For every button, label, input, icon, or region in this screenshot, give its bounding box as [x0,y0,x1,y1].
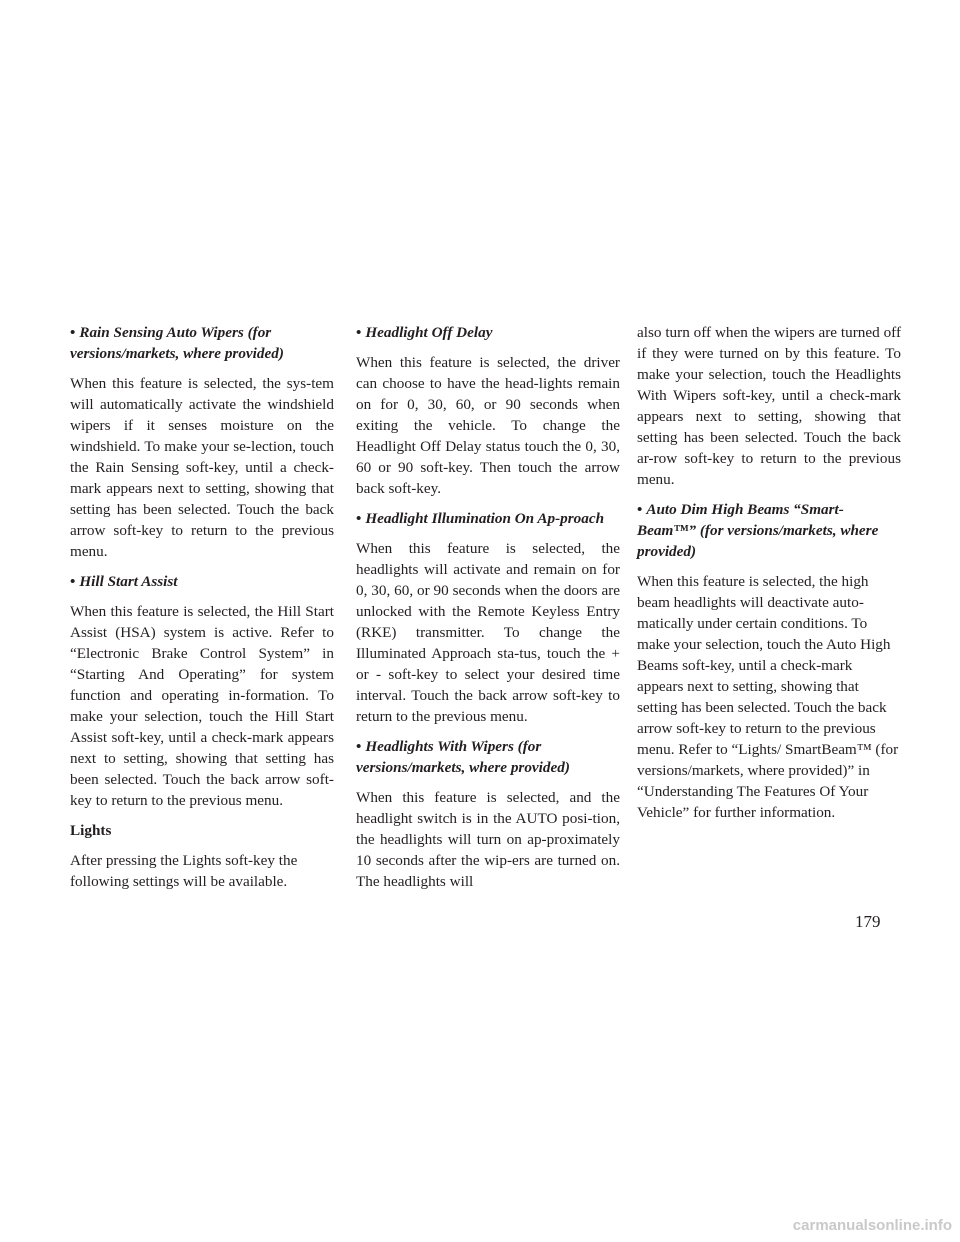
watermark: carmanualsonline.info [792,1217,952,1234]
heading-lights: Lights [70,822,112,839]
text-column-2 [356,322,620,901]
text-column-1 [70,322,334,901]
bullet-icon: • [70,573,76,590]
paragraph-headlight-illumination: When this feature is selected, the headlights will activate and remain on for 0, 30, 60, or 90 seconds when the doors are unlocked with the Remote Keyless Entry (RKE) transmitter. To change the Illuminated Approach sta-tus, touch the + or - soft-key to select your desired time interval. Touch the back arrow soft-key to return to the previous menu. [356,540,620,725]
bullet-icon: • [356,510,362,527]
paragraph-headlight-off-delay: When this feature is selected, the driver can choose to have the head-lights remain on for 0, 30, 60, or 90 seconds when exiting the vehicle. To change the Headlight Off Delay status touch the 0, 30, 60 or 90 soft-key. Then touch the arrow back soft-key. [356,354,620,497]
bullet-icon: • [70,324,76,341]
paragraph-headlights-with-wipers: When this feature is selected, and the headlight switch is in the AUTO posi-tion, the headlights will turn on ap-proximately 10 seconds after the wip-ers are turned on. The headlights will [356,789,620,890]
paragraph-rain-sensing-wipers: When this feature is selected, the sys-tem will automatically activate the windshield wipers if it senses moisture on the windshield. To make your se-lection, touch the Rain Sensing soft-key, until a check-mark appears next to setting, showing that setting has been selected. Touch the back arrow soft-key to return to the previous menu. [70,375,334,560]
paragraph-headlights-with-wipers-cont: also turn off when the wipers are turned off if they were turned on by this feature. To make your selection, touch the Headlights With Wipers soft-key, until a check-mark appears next to setting, showing that setting has been selected. Touch the back ar-row soft-key to return to the previous menu. [637,324,901,488]
paragraph-hill-start-assist: When this feature is selected, the Hill Start Assist (HSA) system is active. Refer to “Electronic Brake Control System” in “Starting And Operating” for system function and operating in-formation. To make your selection, touch the Hill Start Assist soft-key, until a check-mark appears next to setting, showing that setting has been selected. Touch the back arrow soft-key to return to the previous menu. [70,603,334,809]
heading-headlight-illumination: • Headlight Illumination On Ap-proach [356,510,605,527]
paragraph-lights: After pressing the Lights soft-key the following settings will be available. [70,852,298,890]
heading-auto-dim-high-beams: • Auto Dim High Beams “Smart-Beam™” (for versions/markets, where provided) [637,501,879,560]
paragraph-auto-dim-high-beams: When this feature is selected, the high beam headlights will deactivate auto-matically under certain conditions. To make your selection, touch the Auto High Beams soft-key, until a check-mark appears next to setting, showing that setting has been selected. Touch the back arrow soft-key to return to the previous menu. Refer to “Lights/ SmartBeam™ (for versions/markets, where provided)” in “Understanding The Features Of Your Vehicle” for further information. [637,573,899,821]
bullet-icon: • [637,501,643,518]
page-number: 179 [855,912,881,931]
heading-headlight-off-delay: • Headlight Off Delay [356,324,493,341]
bullet-icon: • [356,324,362,341]
bullet-icon: • [356,738,362,755]
text-column-3 [637,322,901,832]
heading-headlights-with-wipers: • Headlights With Wipers (for versions/markets, where provided) [356,738,570,776]
heading-hill-start-assist: • Hill Start Assist [70,573,178,590]
heading-rain-sensing-wipers: • Rain Sensing Auto Wipers (for versions/markets, where provided) [70,324,284,362]
